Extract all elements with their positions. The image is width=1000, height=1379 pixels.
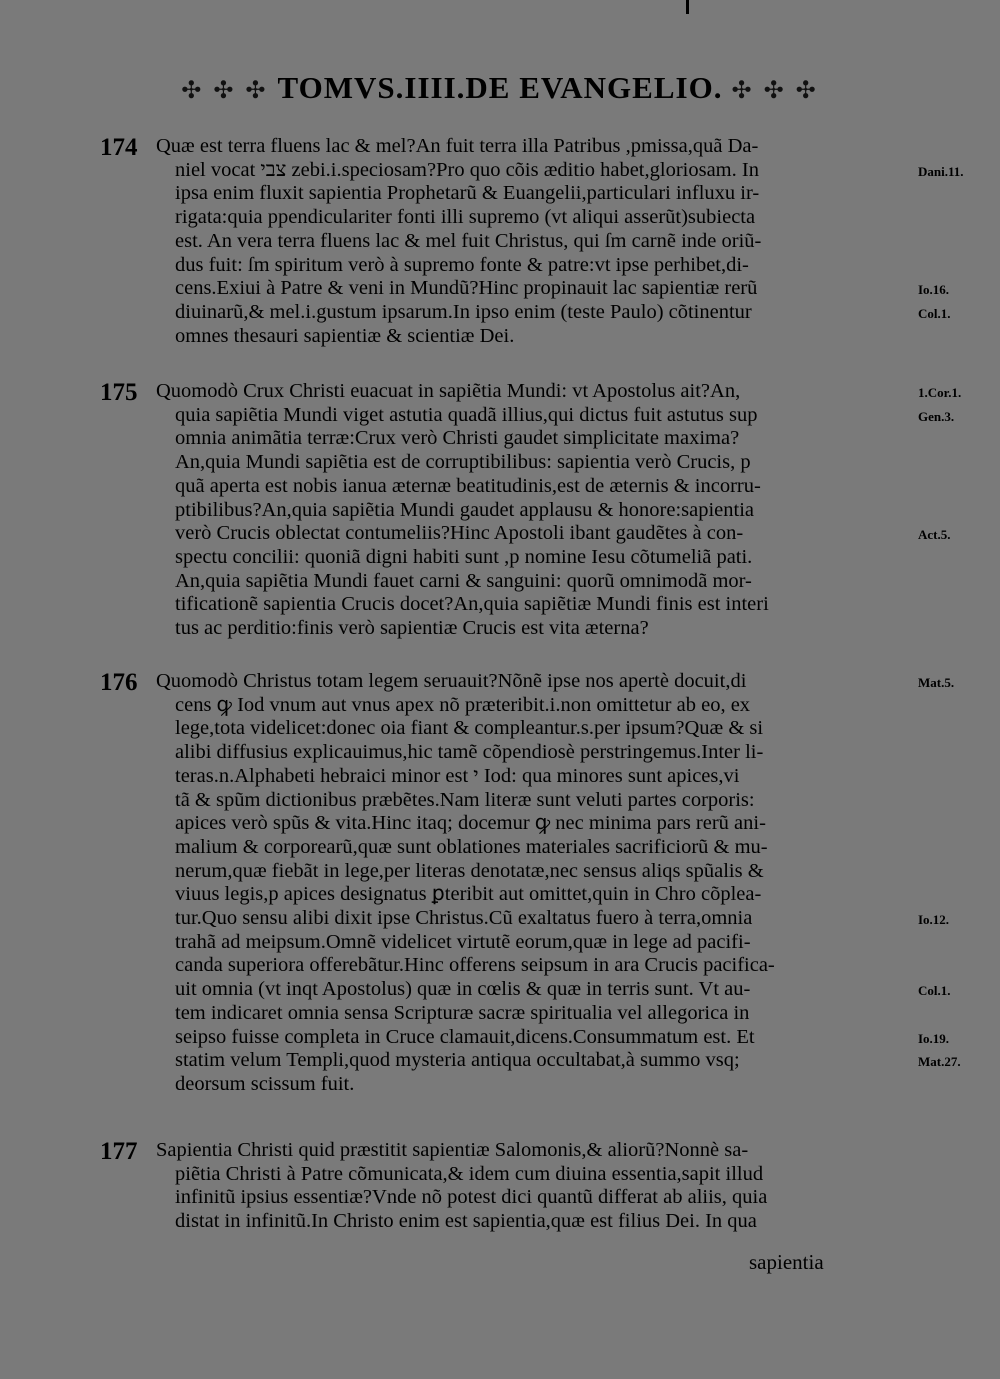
text-line: An,quia Mundi sapiẽtia est de corruptibilibus: sapientia verò Crucis, p xyxy=(175,451,751,474)
text-line: malium & corporearũ,quæ sunt oblationes materiales sacrificiorũ & mu- xyxy=(175,835,768,858)
margin-reference: Io.19. xyxy=(918,1030,950,1046)
text-line: tificationẽ sapientia Crucis docet?An,quia sapiẽtiæ Mundi finis est interi xyxy=(175,593,769,616)
text-line: ptibilibus?An,quia sapiẽtia Mundi gaudet applausu & honore:sapientia xyxy=(175,498,755,521)
text-line: cens ꝙ Iod vnum aut vnus apex nõ præteribit.i.non omittetur ab eo, ex xyxy=(175,693,751,716)
margin-reference: Mat.27. xyxy=(918,1054,961,1070)
text-line: niel vocat צבי zebi.i.speciosam?Pro quo cõis æditio habet,gloriosam. In xyxy=(175,158,759,181)
margin-reference: 1.Cor.1. xyxy=(918,385,962,400)
text-line: omnia animãtia terræ:Crux verò Christi gaudet simplicitate maxima? xyxy=(175,427,740,450)
margin-reference: Col.1. xyxy=(918,305,951,321)
text-line: diuinarũ,& mel.i.gustum ipsarum.In ipso enim (teste Paulo) cõtinentur xyxy=(175,300,752,323)
text-line: tus ac perditio:finis verò sapientiæ Crucis est vita æterna? xyxy=(175,617,649,639)
text-line: spectu concilii: quoniã digni habiti sunt ,p nomine Iesu cõtumeliã pati. xyxy=(175,545,753,568)
text-line: ipsa enim fluxit sapientia Prophetarũ & Euangelii,particulari influxu ir- xyxy=(175,182,760,205)
text-line: nerum,quæ fiebãt in lege,per literas denotatæ,nec sensus aliqs spũalis & xyxy=(175,859,764,882)
margin-reference: Dani.11. xyxy=(918,163,964,179)
text-line: apices verò spũs & vita.Hinc itaq; docemur ꝙ nec minima pars rerũ ani- xyxy=(175,812,766,835)
text-line: infinitũ ipsius essentiæ?Vnde nõ potest dici quantũ differat ab aliis, quia xyxy=(175,1186,768,1209)
entry-number: 176 xyxy=(100,669,138,696)
text-line: quia sapiẽtia Mundi viget astutia quadã illius,qui dictus fuit astutus sup xyxy=(175,403,758,426)
margin-reference: Act.5. xyxy=(918,527,951,543)
text-line: lege,tota videlicet:donec oia fiant & compleantur.s.per ipsum?Quæ & si xyxy=(175,717,764,740)
margin-reference: Gen.3. xyxy=(918,408,955,424)
page-title: TOMVS.IIII.DE EVANGELIO. xyxy=(277,70,723,105)
text-line: est. An vera terra fluens lac & mel fuit Christus, qui ſm carnẽ inde oriũ- xyxy=(175,229,762,252)
text-line: piẽtia Christi à Patre cõmunicata,& idem cum diuina essentia,sapit illud xyxy=(175,1162,764,1185)
text-line: cens.Exiui à Patre & veni in Mundũ?Hinc propinauit lac sapientiæ rerũ xyxy=(175,277,758,300)
text-line: rigata:quia ppendiculariter fonti illi supremo (vt aliqui asserũt)subiecta xyxy=(175,206,756,229)
margin-reference: Mat.5. xyxy=(918,675,955,690)
binding-mark xyxy=(686,0,689,14)
text-line: quã aperta est nobis ianua æternæ beatitudinis,est de æternis & incorru- xyxy=(175,474,761,497)
text-line: tem indicaret omnia sensa Scripturæ sacræ spiritualia vel allegorica in xyxy=(175,1001,750,1024)
margin-reference: Io.16. xyxy=(918,282,950,298)
text-line: alibi diffusius explicauimus,hic tamẽ cõpendiosè perstringemus.Inter li- xyxy=(175,741,764,764)
text-line: Sapientia Christi quid præstitit sapientiæ Salomonis,& aliorũ?Nonnè sa- xyxy=(156,1139,749,1161)
text-line: uit omnia (vt inqt Apostolus) quæ in cœlis & quæ in terris sunt. Vt au- xyxy=(175,978,751,1001)
margin-reference: Col.1. xyxy=(918,983,951,999)
text-line: Quomodò Crux Christi euacuat in sapiẽtia Mundi: vt Apostolus ait?An, xyxy=(156,380,741,402)
text-line: omnes thesauri sapientiæ & scientiæ Dei. xyxy=(175,324,515,347)
text-line: trahã ad meipsum.Omnẽ videlicet virtutẽ eorum,quæ in lege ad pacifi- xyxy=(175,930,751,953)
margin-reference: Io.12. xyxy=(918,912,950,927)
text-line: verò Crucis oblectat contumeliis?Hinc Apostoli ibant gaudẽtes à con- xyxy=(175,522,744,545)
text-line: Quæ est terra fluens lac & mel?An fuit terra illa Patribus ,pmissa,quã Da- xyxy=(156,135,759,157)
text-line: tur.Quo sensu alibi dixit ipse Christus.Cũ exaltatus fuero à terra,omnia xyxy=(175,907,753,929)
text-line: statim velum Templi,quod mysteria antiqua occultabat,à summo vsq; xyxy=(175,1049,740,1072)
header-ornament-left: ✣ ✣ ✣ xyxy=(181,78,278,104)
text-line: teras.n.Alphabeti hebraici minor est י Iod: qua minores sunt apices,vi xyxy=(175,764,740,787)
catchword: sapientia xyxy=(749,1250,824,1274)
entry-number: 174 xyxy=(100,134,138,161)
text-line: An,quia sapiẽtia Mundi fauet carni & sanguini: quorũ omnimodã mor- xyxy=(175,569,752,592)
text-line: canda superiora offerebãtur.Hinc offerens seipsum in ara Crucis pacifica- xyxy=(175,954,775,977)
text-line: tã & spũm dictionibus præbẽtes.Nam literæ sunt veluti partes corporis: xyxy=(175,788,755,811)
entry-number: 177 xyxy=(100,1138,138,1165)
text-line: viuus legis,p apices designatus ꝑteribit aut omittet,quin in Chro cõplea- xyxy=(175,883,762,906)
text-line: deorsum scissum fuit. xyxy=(175,1072,355,1095)
text-line: Quomodò Christus totam legem seruauit?Nõnẽ ipse nos apertè docuit,di xyxy=(156,670,747,692)
running-header xyxy=(0,70,1000,106)
entry-number: 175 xyxy=(100,379,138,406)
text-line: distat in infinitũ.In Christo enim est sapientia,quæ est filius Dei. In qua xyxy=(175,1210,757,1233)
header-ornament-right: ✣ ✣ ✣ xyxy=(722,78,819,104)
text-line: seipso fuisse completa in Cruce clamauit,dicens.Consummatum est. Et xyxy=(175,1025,755,1048)
text-line: dus fuit: ſm spiritum verò à supremo fonte & patre:vt ipse perhibet,di- xyxy=(175,253,749,276)
